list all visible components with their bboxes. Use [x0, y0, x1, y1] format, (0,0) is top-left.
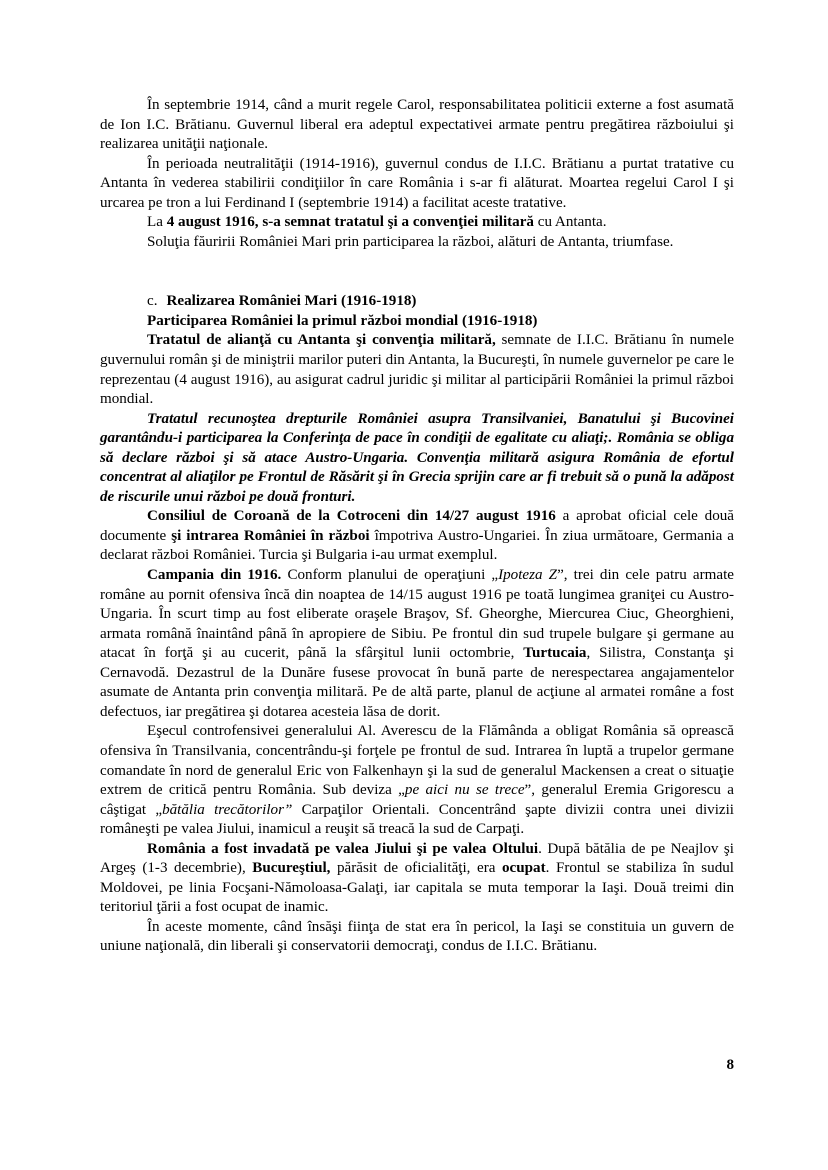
- paragraph-7: [100, 507, 734, 566]
- paragraph-3-bold: 4 august 1916, s-a semnat tratatul şi a convenţiei militară: [166, 214, 534, 231]
- paragraph-9-italic-2: bătălia trecătorilor”: [162, 801, 293, 818]
- page-text-body: [100, 96, 734, 957]
- paragraph-3-tail: cu Antanta.: [533, 214, 607, 231]
- paragraph-11: În aceste momente, când însăşi fiinţa de stat era în pericol, la Iaşi se constituia un guvern de uniune naţională, din liberali şi conservatorii democraţi, condus de I.I.C. Brătianu.: [100, 918, 734, 955]
- paragraph-2: În perioada neutralităţii (1914-1916), guvernul condus de I.I.C. Brătianu a purtat tratative cu Antanta în vederea stabilirii condiţiilor în care România i s-ar fi alăturat. Moartea regelui Carol I şi urcarea pe tron a lui Ferdinand I (septembrie 1914) a facilitat aceste tratative.: [100, 155, 734, 211]
- paragraph-10-bold-3: ocupat: [502, 860, 546, 877]
- paragraph-10-tail: . Frontul se stabiliza în sudul Moldovei, pe linia Focşani-Nămoloasa-Galaţi, iar capitala se muta temporar la Iaşi. Două treimi din teritoriul ţării a fost ocupat de inamic.: [100, 860, 734, 916]
- section-heading-group: [100, 292, 734, 331]
- paragraph-1: În septembrie 1914, când a murit regele Carol, responsabilitatea politicii externe a fost asumată de Ion I.C. Brătianu. Guvernul liberal era adeptul expectativei armate pentru pregătirea războiului şi realizarea unităţii naţionale.: [100, 97, 734, 153]
- heading-marker: c.: [147, 293, 158, 310]
- paragraph-7-bold-2: şi intrarea României în război: [171, 527, 370, 544]
- paragraph-3: [100, 213, 734, 233]
- paragraph-10-mid-2: părăsit de oficialităţi, era: [330, 860, 502, 877]
- paragraph-8-tail: , Silistra, Constanţa şi Cernavodă. Dezastrul de la Dunăre fusese provocat în bună parte de nerespectarea angajamentelor asumate de Antanta prin convenţia militară. Pe de altă parte, planul de acţiune al armatei române a fost defectuos, iar pregătirea şi dotarea acesteia lăsa de dorit.: [100, 645, 734, 720]
- paragraph-7-bold-1: Consiliul de Coroană de la Cotroceni din 14/27 august 1916: [147, 508, 556, 525]
- heading-section-c: [100, 292, 734, 312]
- paragraph-9-italic-1: pe aici nu se trece: [404, 782, 525, 799]
- page-number: 8: [726, 1057, 734, 1073]
- paragraph-10-mid-1: . După bătălia de pe Neajlov şi Argeş (1-3 decembrie),: [100, 840, 734, 877]
- paragraph-8-mid-2: ”, trei din cele patru armate române au pornit ofensiva încă din noaptea de 14/15 august 1916 pe toată lungimea graniţei cu Austro-Ungaria. În scurt timp au fost eliberate oraşele Braşov, Sf. Gheorghe, Miercurea Ciuc, Gheorghieni, armata română înaintând până în apropiere de Sibiu. Pe frontul din sud trupele bulgare şi germane au atacat în forţă şi au cucerit, până la sfârşitul lunii octombrie,: [100, 567, 734, 662]
- paragraph-9-lead: Eşecul controfensivei generalului Al. Averescu de la Flămânda a obligat România să oprească ofensiva în Transilvania, concentrându-şi forţele pe frontul de sud. Intrarea în luptă a trupelor germane comandate în nord de generalul Eric von Falkenhayn şi la sud de generalul Mackensen a creat o situaţie extrem de critică pentru România. Sub deviza „: [100, 723, 734, 799]
- paragraph-10: [100, 840, 734, 918]
- paragraph-7-tail: împotriva Austro-Ungariei. În ziua următoare, Germania a declarat război României. Turcia şi Bulgaria i-au urmat exemplul.: [100, 527, 734, 564]
- heading-subsection: [100, 312, 734, 332]
- paragraph-9: [100, 722, 734, 839]
- paragraph-8-italic-1: Ipoteza Z: [498, 567, 558, 584]
- paragraph-9-tail: Carpaţilor Orientali. Concentrând şapte divizii contra unei divizii româneşti pe valea Jiului, inamicul a reuşit să treacă la sud de Carpaţi.: [100, 801, 734, 838]
- paragraph-7-mid-1: a aprobat oficial cele două documente: [100, 508, 734, 544]
- paragraph-4: Soluţia făuririi României Mari prin participarea la război, alături de Antanta, triumfase.: [147, 233, 674, 250]
- heading-subsection-title: Participarea României la primul război mondial (1916-1918): [147, 312, 538, 329]
- paragraph-9-mid-1: ”, generalul Eremia Grigorescu a câştigat „: [100, 782, 735, 818]
- paragraph-10-bold-2: Bucureştiul,: [252, 860, 331, 877]
- paragraph-8-bold-2: Turtucaia: [523, 645, 587, 662]
- paragraph-5: [100, 331, 734, 409]
- paragraph-8-campaign-1916: [100, 566, 734, 722]
- paragraph-10-bold-1: România a fost invadată pe valea Jiului şi pe valea Oltului: [147, 840, 539, 857]
- paragraph-8-mid-1: Conform planului de operaţiuni „: [281, 567, 499, 584]
- paragraph-5-tail: semnate de I.I.C. Brătianu în numele guvernului român şi de miniştrii marilor puteri din Antanta, la Bucureşti, în numele guvernelor pe care le reprezentau (4 august 1916), au asigurat cadrul juridic şi militar al participării României la primul război mondial.: [100, 332, 734, 408]
- heading-section-c-title: Realizarea României Mari (1916-1918): [166, 293, 417, 310]
- paragraph-3-lead: La: [147, 214, 167, 231]
- paragraph-6-treaty-terms: Tratatul recunoştea drepturile României asupra Transilvaniei, Banatului şi Bucovinei garantându-i participarea la Conferinţa de pace în condiţii de egalitate cu aliaţi;. România se obliga să declare război şi să atace Austro-Ungaria. Convenţia militară asigura România de efortul concentrat al aliaţilor pe Frontul de Răsărit şi în Grecia sprijin care ar fi trebuit să o pună la adăpost de riscurile unui război pe două fronturi.: [100, 410, 734, 505]
- paragraph-8-bold-1: Campania din 1916.: [147, 567, 282, 584]
- paragraph-5-bold: Tratatul de alianţă cu Antanta şi convenţia militară,: [147, 332, 496, 349]
